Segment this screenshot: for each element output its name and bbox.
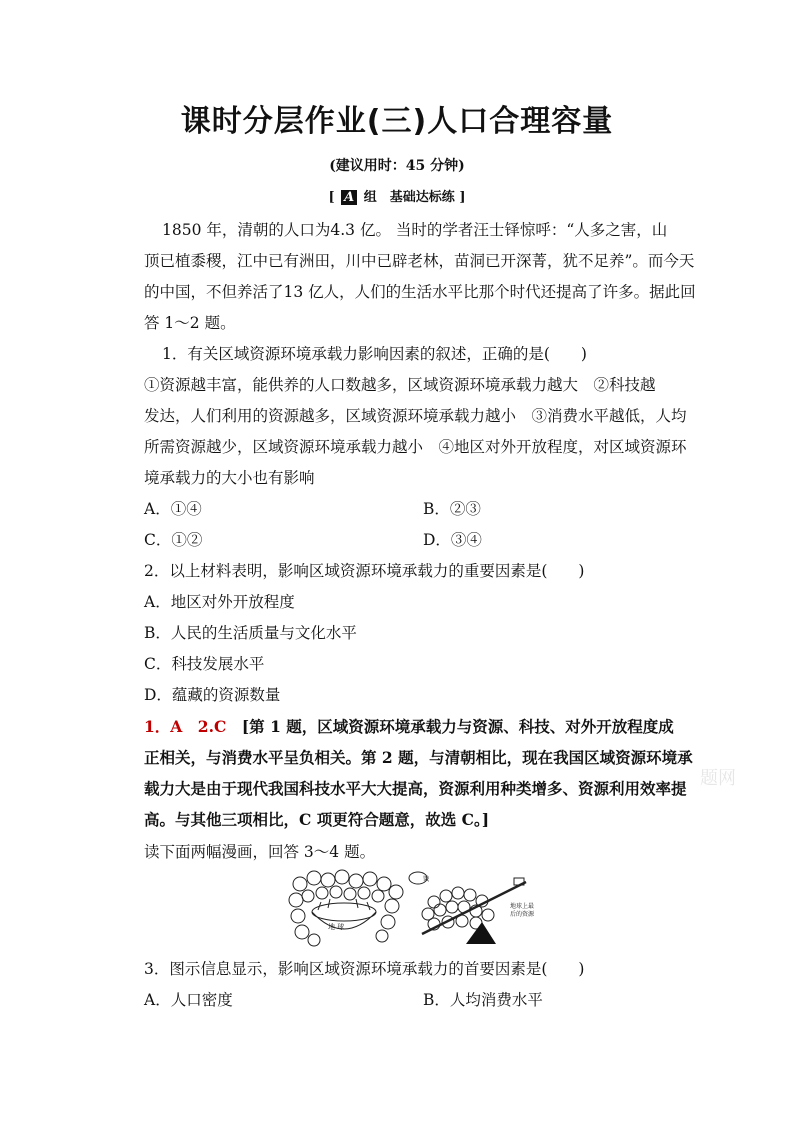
q3-stem: 3．图示信息显示，影响区域资源环境承载力的首要因素是( ) [144,960,585,978]
q1-option-a: A．①④ [144,500,202,518]
watermark: 题网 [700,768,736,789]
q1-body-line: 境承载力的大小也有影响 [144,469,315,487]
resource-label: 地球上最后的资源 [510,903,535,918]
bowl-label: 地 球 [328,923,345,931]
q1-option-b: B．②③ [423,500,481,518]
q1-option-d: D．③④ [423,531,482,549]
answer-text: [第 1 题，区域资源环境承载力与资源、科技、对外开放程度成 [226,717,674,736]
group-bracket-open: [ [328,190,335,205]
q2-option-d: D．蕴藏的资源数量 [144,686,281,704]
group-badge: A [341,190,357,205]
answer-line: 载力大是由于现代我国科技水平大大提高，资源利用种类增多、资源利用效率提 [144,779,687,798]
q1-body-line: ①资源越丰富，能供养的人口数越多，区域资源环境承载力越大 ②科技越 [144,376,656,394]
answer-line [144,711,684,742]
intro-line: 1850 年，清朝的人口为4.3 亿。 当时的学者汪士铎惊呼：“人多之害，山 [162,221,668,239]
suggested-time: (建议用时：45 分钟) [329,158,465,174]
answer-line: 高。与其他三项相比，C 项更符合题意，故选 C。] [144,810,490,829]
intro-line: 的中国，不但养活了13 亿人，人们的生活水平比那个时代还提高了许多。据此回 [144,283,696,301]
q3-option-a: A．人口密度 [144,991,233,1009]
page-title: 课时分层作业(三)人口合理容量 [180,104,614,139]
cartoon-illustration [288,868,558,948]
q3-option-b: B．人均消费水平 [423,991,543,1009]
q2-option-a: A．地区对外开放程度 [144,593,295,611]
answer-line: 正相关，与消费水平呈负相关。第 2 题，与清朝相比，现在我国区域资源环境承 [144,748,693,767]
speech-bubble-text: 饿 [423,876,430,883]
read-instruction: 读下面两幅漫画，回答 3～4 题。 [144,843,376,861]
group-header [0,186,794,205]
q2-option-c: C．科技发展水平 [144,655,265,673]
q1-option-c: C．①② [144,531,203,549]
q2-stem: 2．以上材料表明，影响区域资源环境承载力的重要因素是( ) [144,562,585,580]
intro-line: 答 1～2 题。 [144,314,236,332]
q1-body-line: 所需资源越少，区域资源环境承载力越小 ④地区对外开放程度，对区域资源环 [144,438,687,456]
answer-key: 1．A 2.C [144,717,227,736]
q1-stem: 1．有关区域资源环境承载力影响因素的叙述，正确的是( ) [162,345,587,363]
q1-body-line: 发达，人们利用的资源越多，区域资源环境承载力越小 ③消费水平越低，人均 [144,407,687,425]
group-bracket-close: ] [459,190,466,205]
group-label: 组 基础达标练 [363,190,455,205]
q2-option-b: B．人民的生活质量与文化水平 [144,624,357,642]
intro-line: 顶已植黍稷，江中已有洲田，川中已辟老林，苗洞已开深菁，犹不足养”。而今天 [144,252,695,270]
